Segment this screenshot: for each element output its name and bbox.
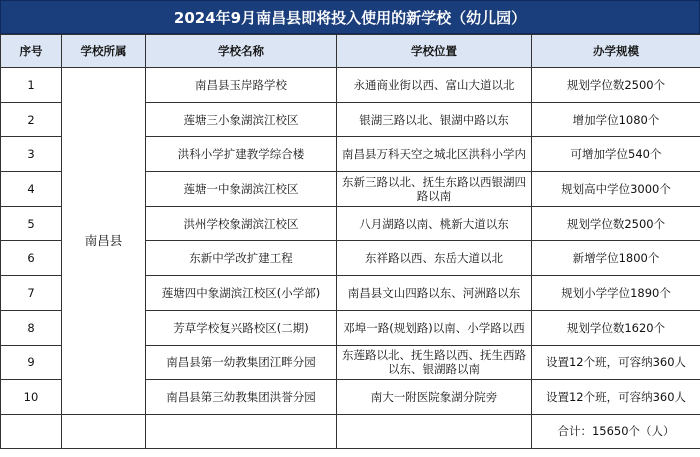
row-index: 6 <box>1 241 62 276</box>
header-affiliation: 学校所属 <box>62 35 146 68</box>
empty-cell <box>1 414 62 448</box>
row-scale: 设置12个班，可容纳360人 <box>532 380 700 415</box>
row-index: 5 <box>1 206 62 241</box>
header-row <box>1 35 700 68</box>
row-scale: 新增学位1800个 <box>532 241 700 276</box>
row-school-name: 南昌县第一幼教集团江畔分园 <box>146 345 337 380</box>
row-scale: 规划学位数2500个 <box>532 68 700 103</box>
row-index: 9 <box>1 345 62 380</box>
row-index: 8 <box>1 310 62 345</box>
row-school-name: 芳草学校复兴路校区(二期) <box>146 310 337 345</box>
row-school-name: 莲塘三小象湖滨江校区 <box>146 102 337 137</box>
total-row <box>1 414 700 448</box>
row-index: 3 <box>1 137 62 172</box>
row-location: 邓埠一路(规划路)以南、小学路以西 <box>337 310 532 345</box>
row-scale: 增加学位1080个 <box>532 102 700 137</box>
empty-cell <box>62 414 146 448</box>
row-location: 东新三路以北、抚生东路以西银湖四路以南 <box>337 172 532 207</box>
header-scale: 办学规模 <box>532 35 700 68</box>
row-school-name: 洪科小学扩建教学综合楼 <box>146 137 337 172</box>
row-location: 南昌县万科天空之城北区洪科小学内 <box>337 137 532 172</box>
row-index: 10 <box>1 380 62 415</box>
row-scale: 规划学位数1620个 <box>532 310 700 345</box>
row-school-name: 东新中学改扩建工程 <box>146 241 337 276</box>
row-scale: 设置12个班，可容纳360人 <box>532 345 700 380</box>
row-scale: 规划小学学位1890个 <box>532 276 700 311</box>
row-school-name: 洪州学校象湖滨江校区 <box>146 206 337 241</box>
row-location: 东莲路以北、抚生路以西、抚生西路以东、银湖路以南 <box>337 345 532 380</box>
empty-cell <box>337 414 532 448</box>
empty-cell <box>146 414 337 448</box>
row-index: 2 <box>1 102 62 137</box>
row-index: 7 <box>1 276 62 311</box>
row-location: 南大一附医院象湖分院旁 <box>337 380 532 415</box>
row-school-name: 南昌县玉岸路学校 <box>146 68 337 103</box>
row-school-name: 莲塘一中象湖滨江校区 <box>146 172 337 207</box>
row-school-name: 南昌县第三幼教集团洪誉分园 <box>146 380 337 415</box>
header-school-name: 学校名称 <box>146 35 337 68</box>
table-row <box>1 68 700 103</box>
total-cell: 合计：15650个（人） <box>532 414 700 448</box>
row-location: 南昌县文山四路以东、河洲路以东 <box>337 276 532 311</box>
row-location: 东祥路以西、东岳大道以北 <box>337 241 532 276</box>
county-cell: 南昌县 <box>62 68 146 415</box>
row-location: 银湖三路以北、银湖中路以东 <box>337 102 532 137</box>
row-scale: 可增加学位540个 <box>532 137 700 172</box>
row-index: 1 <box>1 68 62 103</box>
row-index: 4 <box>1 172 62 207</box>
header-index: 序号 <box>1 35 62 68</box>
header-location: 学校位置 <box>337 35 532 68</box>
row-scale: 规划学位数2500个 <box>532 206 700 241</box>
schools-table <box>0 34 700 449</box>
row-location: 八月湖路以南、桃新大道以东 <box>337 206 532 241</box>
table-title: 2024年9月南昌县即将投入使用的新学校（幼儿园） <box>0 0 700 34</box>
row-school-name: 莲塘四中象湖滨江校区(小学部) <box>146 276 337 311</box>
row-scale: 规划高中学位3000个 <box>532 172 700 207</box>
row-location: 永通商业街以西、富山大道以北 <box>337 68 532 103</box>
